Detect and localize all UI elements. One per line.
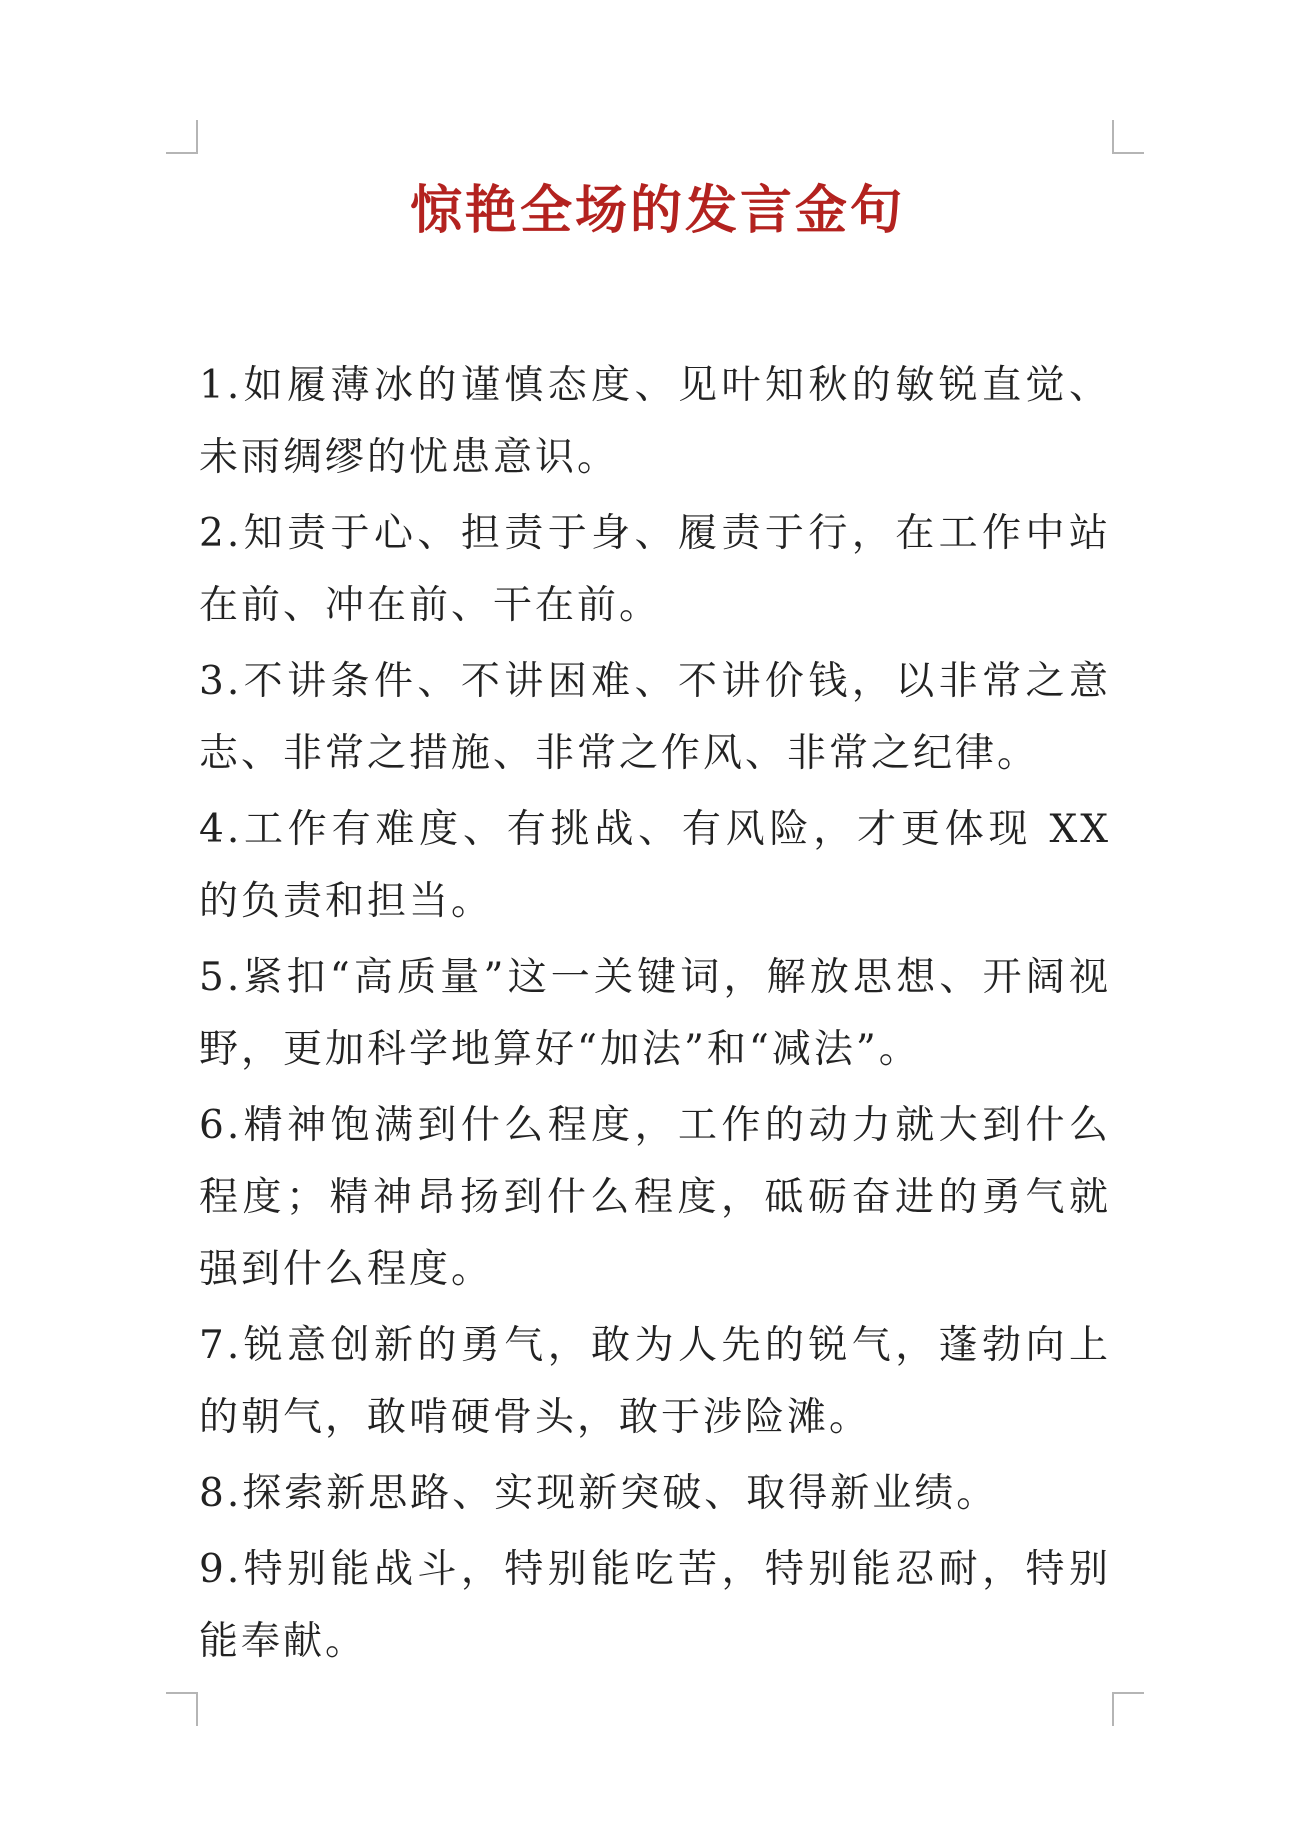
quote-item-3: 3.不讲条件、不讲困难、不讲价钱，以非常之意志、非常之措施、非常之作风、非常之纪律。	[199, 659, 1111, 776]
quote-item-5: 5.紧扣“高质量”这一关键词，解放思想、开阔视野，更加科学地算好“加法”和“减法”。	[199, 955, 1111, 1072]
document-title: 惊艳全场的发言金句	[409, 181, 905, 241]
quote-item-8: 8.探索新思路、实现新突破、取得新业绩。	[199, 1471, 999, 1516]
quote-list	[199, 350, 1111, 1682]
quote-item-6: 6.精神饱满到什么程度，工作的动力就大到什么程度；精神昂扬到什么程度，砥砺奋进的勇气就强到什么程度。	[199, 1103, 1111, 1292]
quote-item-2: 2.知责于心、担责于身、履责于行，在工作中站在前、冲在前、干在前。	[199, 511, 1111, 628]
quote-item-9: 9.特别能战斗，特别能吃苦，特别能忍耐，特别能奉献。	[199, 1547, 1111, 1664]
quote-item-1: 1.如履薄冰的谨慎态度、见叶知秋的敏锐直觉、未雨绸缪的忧患意识。	[199, 363, 1111, 480]
quote-item-4: 4.工作有难度、有挑战、有风险，才更体现 XX 的负责和担当。	[199, 807, 1111, 924]
quote-item-7: 7.锐意创新的勇气，敢为人先的锐气，蓬勃向上的朝气，敢啃硬骨头，敢于涉险滩。	[199, 1323, 1111, 1440]
